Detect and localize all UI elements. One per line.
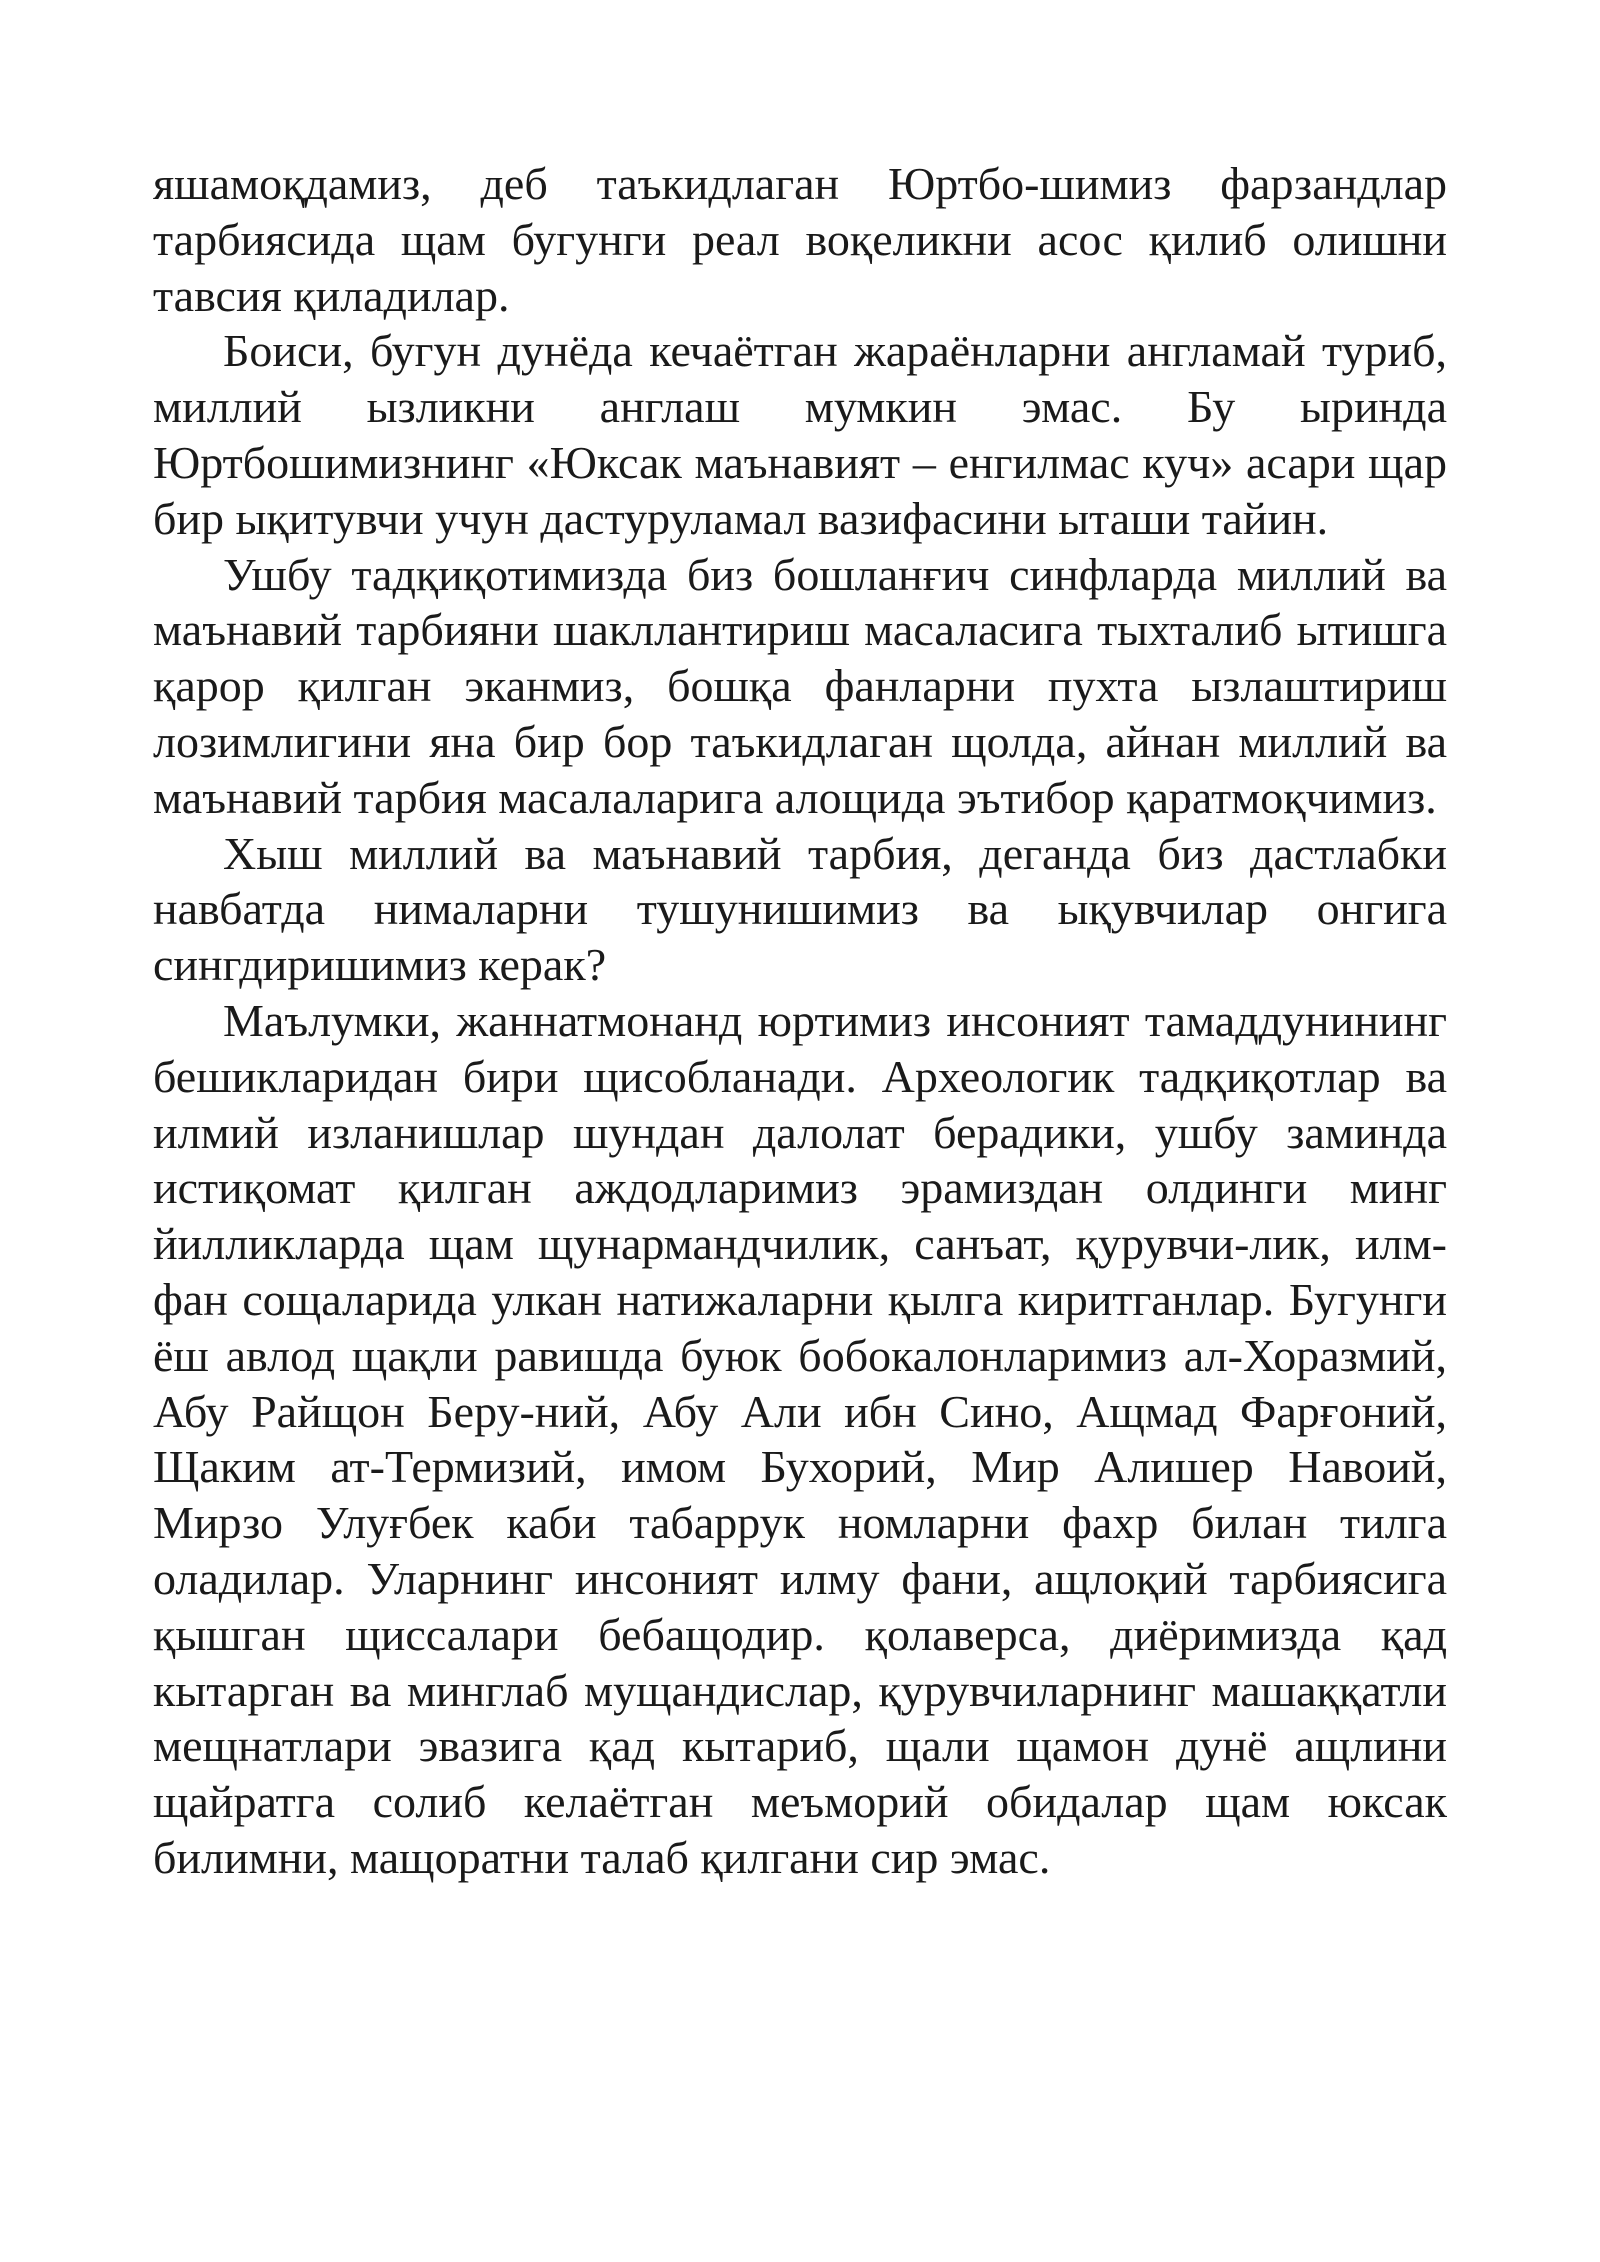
paragraph-3: Ушбу тадқиқотимизда биз бошланғич синфларда миллий ва маънавий тарбияни шакллантириш масаласига тыхталиб ытишга қарор қилган эканмиз, бошқа фанларни пухта ызлаштириш лозимлигини яна бир бор таъкидлаган щолда, айнан миллий ва маънавий тарбия масалаларига алощида эътибор қаратмоқчимиз.	[153, 548, 1447, 823]
paragraph-5: Маълумки, жаннатмонанд юртимиз инсоният тамаддунининг бешикларидан бири щисобланади. Археологик тадқиқотлар ва илмий изланишлар шундан далолат берадики, ушбу заминда истиқомат қилган аждодларимиз эрамиздан олдинги минг йилликларда щам щунармандчилик, санъат, қурувчи-лик, илм-фан сощаларида улкан натижаларни қылга киритганлар. Бугунги ёш авлод щақли равишда буюк бобокалонларимиз ал-Хоразмий, Абу Райщон Беру-ний, Абу Али ибн Сино, Ащмад Фарғоний, Щаким ат-Термизий, имом Бухорий, Мир Алишер Навоий, Мирзо Улуғбек каби табаррук номларни фахр билан тилга оладилар. Уларнинг инсоният илму фани, ащлоқий тарбиясига қышган щиссалари бебащодир. қолаверса, диёримизда қад кытарган ва минглаб мущандислар, қурувчиларнинг машаққатли мещнатлари эвазига қад кытариб, щали щамон дунё ащлини щайратга солиб келаётган меъморий обидалар щам юксак билимни, мащоратни талаб қилгани сир эмас.	[153, 994, 1447, 1883]
paragraph-4: Хыш миллий ва маънавий тарбия, деганда биз дастлабки навбатда нималарни тушунишимиз ва ықувчилар онгига сингдиришимиз керак?	[153, 827, 1447, 991]
paragraph-1: яшамоқдамиз, деб таъкидлаган Юртбо-шимиз фарзандлар тарбиясида щам бугунги реал воқеликни асос қилиб олишни тавсия қиладилар.	[153, 158, 1447, 321]
paragraph-2: Боиси, бугун дунёда кечаётган жараёнларни англамай туриб, миллий ызликни англаш мумкин эмас. Бу ыринда Юртбошимизнинг «Юксак маънавият – енгилмас куч» асари щар бир ықитувчи учун дастуруламал вазифасини ыташи тайин.	[153, 325, 1447, 544]
document-page	[153, 156, 1447, 1886]
